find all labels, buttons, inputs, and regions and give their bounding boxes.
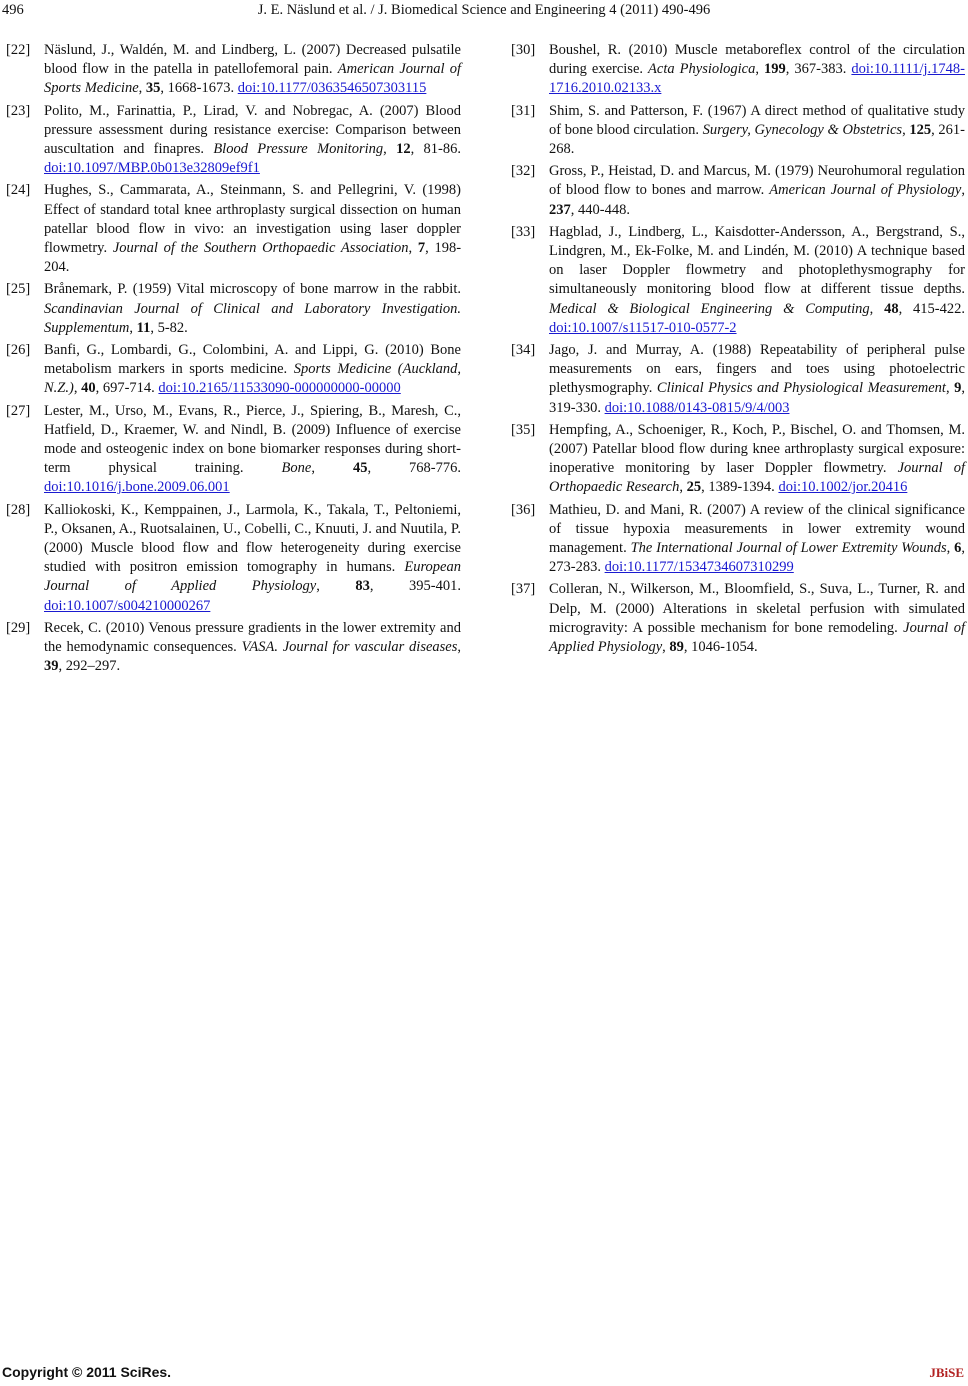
reference-number: [30] — [511, 42, 536, 58]
reference-volume: 237 — [549, 201, 571, 218]
reference-entry — [511, 341, 965, 418]
reference-separator: , — [679, 479, 687, 496]
reference-pages: , 768-776. — [367, 460, 462, 477]
reference-journal: European Journal of Applied Physiology — [44, 559, 461, 595]
reference-number: [34] — [511, 342, 536, 359]
reference-doi-link[interactable]: doi:10.1007/s11517-010-0577-2 — [549, 319, 737, 336]
reference-number: [31] — [511, 102, 536, 119]
reference-volume: 7 — [417, 240, 426, 257]
reference-pages: , 5-82. — [150, 319, 188, 336]
reference-separator: , — [662, 639, 670, 656]
reference-pages: , 81-86. — [410, 141, 461, 158]
reference-doi-link[interactable]: doi:10.2165/11533090-000000000-00000 — [158, 380, 401, 397]
reference-authors-title: Shim, S. and Patterson, F. (1967) A direct method of qualitative study of bone blood circulation. — [549, 102, 965, 138]
page-footer — [0, 1362, 968, 1386]
reference-authors-title: Lester, M., Urso, M., Evans, R., Pierce, J., Spiering, B., Maresh, C., Hatfield, D., Kraemer, W. and Nindl, B. (2009) Influence of exercise mode and osteogenic index on bone biomarker responses during short-term physical training. — [44, 402, 461, 477]
reference-pages: , 261-268. — [549, 121, 966, 158]
reference-number: [29] — [6, 619, 31, 636]
reference-pages: , 1046-1054. — [683, 639, 758, 656]
reference-entry — [511, 162, 965, 220]
reference-entry — [6, 41, 461, 99]
reference-separator: , — [73, 380, 82, 397]
reference-separator: , — [138, 80, 146, 97]
reference-volume: 83 — [355, 578, 370, 595]
reference-authors-title: Hughes, S., Cammarata, A., Steinmann, S. and Pellegrini, V. (1998) Effect of standard total knee arthroplasty surgical dissection on human patellar blood flow in vivo: an investigation using laser doppler flowmetry. — [44, 182, 461, 257]
reference-authors-title: Polito, M., Farinattia, P., Lirad, V. and Nobregac, A. (2007) Blood pressure assessment during resistance exercise: Comparison between auscultation and finapres. — [44, 102, 461, 158]
journal-abbreviation: JBiSE — [929, 1365, 964, 1380]
reference-volume: 11 — [136, 319, 151, 336]
reference-volume: 125 — [909, 121, 932, 138]
reference-volume: 9 — [954, 380, 962, 397]
reference-pages: , 273-283. — [549, 540, 965, 576]
reference-number: [28] — [6, 501, 31, 518]
reference-authors-title: Hempfing, A., Schoeniger, R., Koch, P., Bischel, O. and Thomsen, M. (2007) Patellar blood flow during knee arthroplasty surgical exposure: inoperative monitoring by laser Doppler flowmetry. — [549, 421, 965, 477]
reference-doi-link[interactable]: doi:10.1016/j.bone.2009.06.001 — [44, 479, 230, 496]
reference-journal: The International Journal of Lower Extremity Wounds — [630, 540, 947, 557]
reference-journal: Sports Medicine (Auckland, N.Z.) — [44, 361, 462, 397]
reference-journal: American Journal of Physiology — [769, 182, 962, 199]
reference-journal: Scandinavian Journal of Clinical and Laboratory Investigation. Supplementum — [44, 300, 461, 336]
reference-entry — [6, 501, 461, 616]
reference-separator: , — [316, 578, 356, 595]
reference-entry — [6, 280, 461, 338]
reference-journal: VASA. Journal for vascular diseases — [241, 639, 458, 656]
reference-authors-title: Näslund, J., Waldén, M. and Lindberg, L. (2007) Decreased pulsatile blood flow in the patella in patellofemoral pain. — [44, 42, 461, 78]
reference-entry — [511, 421, 965, 498]
reference-number: [24] — [6, 182, 31, 199]
reference-authors-title: Kalliokoski, K., Kemppainen, J., Larmola, K., Takala, T., Peltoniemi, P., Oksanen, A., Ruotsalainen, U., Cobelli, C., Knuuti, J. and Nuutila, P. (2000) Muscle blood flow and flow heterogeneity during exercise studied with positron emission tomography in humans. — [44, 501, 461, 576]
reference-entry — [6, 181, 461, 277]
reference-number: [33] — [511, 223, 536, 240]
reference-journal: Blood Pressure Monitoring — [213, 141, 384, 158]
reference-number: [37] — [511, 581, 536, 598]
reference-volume: 48 — [884, 300, 899, 317]
reference-separator: , — [755, 61, 765, 78]
reference-pages: , 319-330. — [549, 380, 966, 416]
reference-journal: Acta Physiologica — [648, 61, 756, 78]
page-header — [0, 0, 968, 30]
reference-doi-link[interactable]: doi:10.1177/1534734607310299 — [604, 559, 794, 576]
reference-volume: 89 — [669, 639, 684, 656]
reference-journal: Clinical Physics and Physiological Measurement — [656, 380, 946, 397]
reference-pages: , 1389-1394. — [701, 479, 775, 496]
reference-pages: , 198-204. — [44, 240, 462, 276]
reference-number: [25] — [6, 281, 31, 298]
reference-volume: 6 — [954, 540, 962, 557]
reference-entry — [511, 223, 965, 338]
reference-authors-title: Brånemark, P. (1959) Vital microscopy of bone marrow in the rabbit. — [44, 281, 461, 298]
reference-entry — [511, 501, 965, 578]
reference-separator: , — [961, 182, 965, 199]
reference-doi-link[interactable]: doi:10.1007/s004210000267 — [44, 597, 211, 614]
reference-journal: Surgery, Gynecology & Obstetrics — [702, 121, 903, 138]
reference-separator: , — [945, 380, 955, 397]
reference-volume: 199 — [764, 61, 786, 78]
reference-doi-link[interactable]: doi:10.1088/0143-0815/9/4/003 — [604, 399, 790, 416]
reference-journal: Journal of Orthopaedic Research — [549, 460, 966, 496]
reference-volume: 39 — [44, 658, 59, 675]
reference-separator: , — [457, 639, 462, 656]
reference-doi-link[interactable]: doi:10.1111/j.1748-1716.2010.02133.x — [549, 61, 965, 97]
reference-journal: American Journal of Sports Medicine — [44, 61, 462, 97]
references-column-left — [6, 41, 461, 680]
references-column-right — [511, 41, 965, 660]
reference-volume: 40 — [81, 380, 96, 397]
copyright-notice: Copyright © 2011 SciRes. — [2, 1364, 172, 1380]
reference-separator: , — [129, 319, 137, 336]
reference-pages: , 415-422. — [898, 300, 965, 317]
reference-number: [35] — [511, 421, 536, 438]
reference-pages: , 1668-1673. — [160, 80, 235, 97]
reference-entry — [6, 102, 461, 179]
reference-authors-title: Hagblad, J., Lindberg, L., Kaisdotter-Andersson, A., Bergstrand, S., Lindgren, M., Ek-Folke, M. and Lindén, M. (2010) A technique based on laser Doppler flowmetry and photoplethysmography for simultaneously monitoring blood flow at different tissue depths. — [549, 223, 965, 298]
reference-authors-title: Gross, P., Heistad, D. and Marcus, M. (1979) Neurohumoral regulation of blood flow to bones and marrow. — [549, 163, 965, 199]
reference-volume: 12 — [396, 141, 411, 158]
reference-authors-title: Colleran, N., Wilkerson, M., Bloomfield, S., Suva, L., Turner, R. and Delp, M. (2000) Alterations in skeletal perfusion with simulated microgravity: A possible mechanism for bone remodeling. — [549, 581, 965, 636]
reference-separator: , — [902, 121, 910, 138]
reference-number: [26] — [6, 342, 31, 359]
reference-journal: Medical & Biological Engineering & Computing — [549, 300, 870, 317]
reference-number: [32] — [511, 163, 536, 180]
reference-pages: , 292–297. — [58, 658, 121, 675]
reference-authors-title: Banfi, G., Lombardi, G., Colombini, A. and Lippi, G. (2010) Bone metabolism markers in sports medicine. — [44, 342, 461, 378]
reference-entry — [6, 341, 461, 399]
reference-pages: , 395-401. — [369, 578, 461, 595]
reference-separator: , — [946, 540, 955, 557]
reference-journal: Journal of Applied Physiology — [549, 619, 965, 656]
reference-authors-title: Recek, C. (2010) Venous pressure gradients in the lower extremity and the hemodynamic consequences. — [44, 619, 461, 656]
reference-volume: 25 — [686, 479, 702, 496]
page-number: 496 — [2, 2, 24, 18]
reference-number: [23] — [6, 102, 31, 119]
reference-volume: 35 — [145, 80, 161, 97]
reference-volume: 45 — [352, 460, 368, 477]
reference-doi-link[interactable]: doi:10.1002/jor.20416 — [778, 479, 908, 496]
reference-journal: Journal of the Southern Orthopaedic Association — [112, 240, 409, 257]
reference-entry — [511, 580, 965, 657]
reference-entry — [511, 102, 965, 160]
reference-entry — [511, 41, 965, 99]
reference-number: [36] — [511, 501, 536, 518]
reference-separator: , — [869, 300, 885, 317]
reference-separator: , — [408, 240, 418, 257]
reference-pages: , 367-383. — [785, 61, 847, 78]
reference-entry — [6, 619, 461, 677]
reference-number: [27] — [6, 402, 31, 419]
reference-authors-title: Boushel, R. (2010) Muscle metaboreflex control of the circulation during exercise. — [549, 42, 965, 78]
running-title: J. E. Näslund et al. / J. Biomedical Science and Engineering 4 (2011) 490-496 — [257, 2, 711, 18]
reference-entry — [6, 402, 461, 498]
reference-pages: , 440-448. — [570, 201, 630, 218]
reference-authors-title: Mathieu, D. and Mani, R. (2007) A review of the clinical significance of tissue hypoxia measurements in lower extremity wound management. — [549, 501, 965, 557]
reference-separator: , — [311, 460, 353, 477]
reference-doi-link[interactable]: doi:10.1097/MBP.0b013e32809ef9f1 — [44, 160, 260, 177]
reference-separator: , — [383, 141, 397, 158]
reference-doi-link[interactable]: doi:10.1177/0363546507303115 — [237, 80, 427, 97]
reference-pages: , 697-714. — [95, 380, 155, 397]
reference-authors-title: Jago, J. and Murray, A. (1988) Repeatability of peripheral pulse measurements on ears, fingers and toes using photoelectric plethysmography. — [549, 342, 965, 397]
reference-number: [22] — [6, 42, 31, 58]
reference-journal: Bone — [281, 460, 312, 477]
